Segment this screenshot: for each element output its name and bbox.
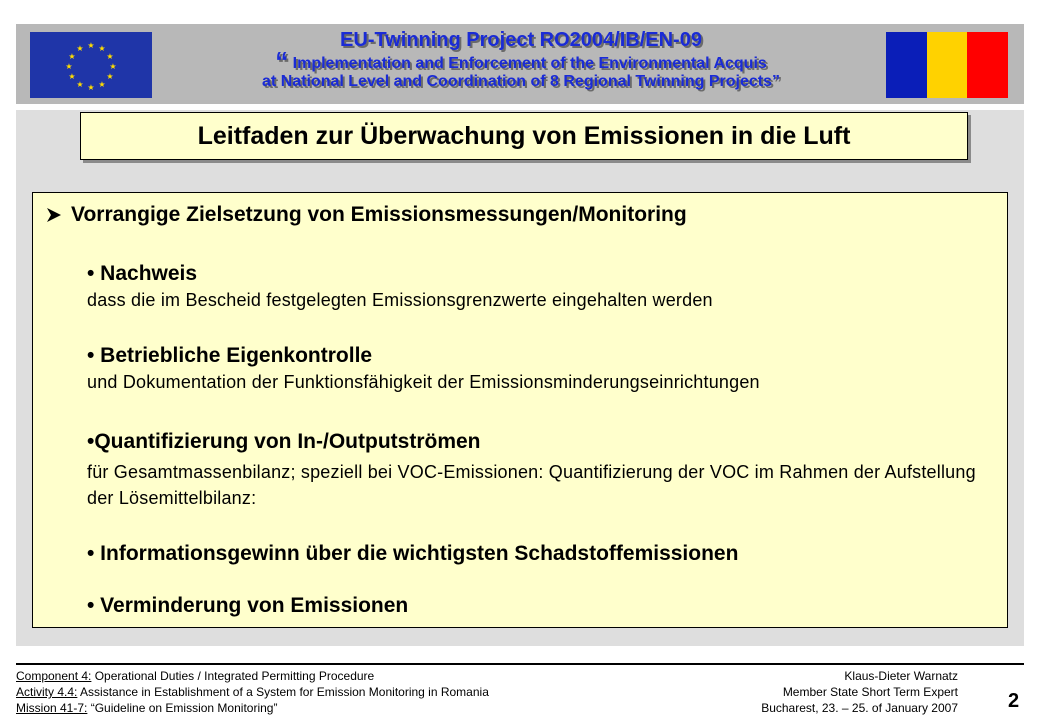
footer-author: Klaus-Dieter Warnatz [844,669,958,683]
item-heading: • Verminderung von Emissionen [87,594,409,617]
header-banner [16,24,1024,104]
list-item [87,261,713,313]
footer-mission: Mission 41-7: “Guideline on Emission Monitoring” [16,701,278,715]
item-heading: •Quantifizierung von In-/Outputströmen [87,430,481,453]
list-item [87,429,987,511]
header-title [166,28,876,91]
footer-right [761,668,958,716]
item-heading: • Betriebliche Eigenkontrolle [87,344,373,367]
footer-role: Member State Short Term Expert [782,685,958,699]
romania-flag-icon [886,32,1008,98]
lead-text: Vorrangige Zielsetzung von Emissionsmessungen/Monitoring [71,203,687,226]
item-description: für Gesamtmassenbilanz; speziell bei VOC-Emissionen: Quantifizierung der VOC im Rahmen der Aufstellung der Lösemittelbilanz: [87,462,976,508]
svg-text:★: ★ [106,52,114,61]
svg-text:★: ★ [76,44,84,53]
footer-date: Bucharest, 23. – 25. of January 2007 [761,701,958,715]
content-box [32,192,1008,628]
slide-title: Leitfaden zur Überwachung von Emissionen in die Luft [197,121,851,150]
footer-divider [16,663,1024,665]
item-description: und Dokumentation der Funktionsfähigkeit der Emissionsminderungseinrichtungen [87,372,760,392]
eu-flag-icon [30,32,152,98]
item-description: dass die im Bescheid festgelegten Emissionsgrenzwerte eingehalten werden [87,290,713,310]
svg-text:★: ★ [98,44,106,53]
list-item [87,541,738,567]
page-number: 2 [1008,690,1020,712]
svg-text:★: ★ [68,72,76,81]
svg-text:★: ★ [65,62,73,71]
svg-text:★: ★ [106,72,114,81]
svg-text:★: ★ [87,83,95,92]
svg-text:★: ★ [68,52,76,61]
project-code: EU-Twinning Project RO2004/IB/EN-09 [340,29,702,51]
arrow-bullet-icon [45,206,63,224]
svg-text:★: ★ [109,62,117,71]
item-heading: • Informationsgewinn über die wichtigsten Schadstoffemissionen [87,542,739,565]
project-subtitle-line2: at National Level and Coordination of 8 Regional Twinning Projects” [262,73,780,90]
svg-text:★: ★ [76,80,84,89]
footer-component: Component 4: Operational Duties / Integrated Permitting Procedure [16,669,375,683]
footer-left [16,668,489,716]
svg-text:★: ★ [98,80,106,89]
item-heading: • Nachweis [87,262,198,285]
svg-text:★: ★ [87,41,95,50]
slide-title-box [80,112,968,160]
project-subtitle-line1: “ Implementation and Enforcement of the Environmental Acquis [275,46,767,76]
footer-activity: Activity 4.4: Assistance in Establishment of a System for Emission Monitoring in Romania [16,685,489,699]
list-item [87,343,760,395]
lead-point [45,203,687,227]
list-item [87,593,408,619]
